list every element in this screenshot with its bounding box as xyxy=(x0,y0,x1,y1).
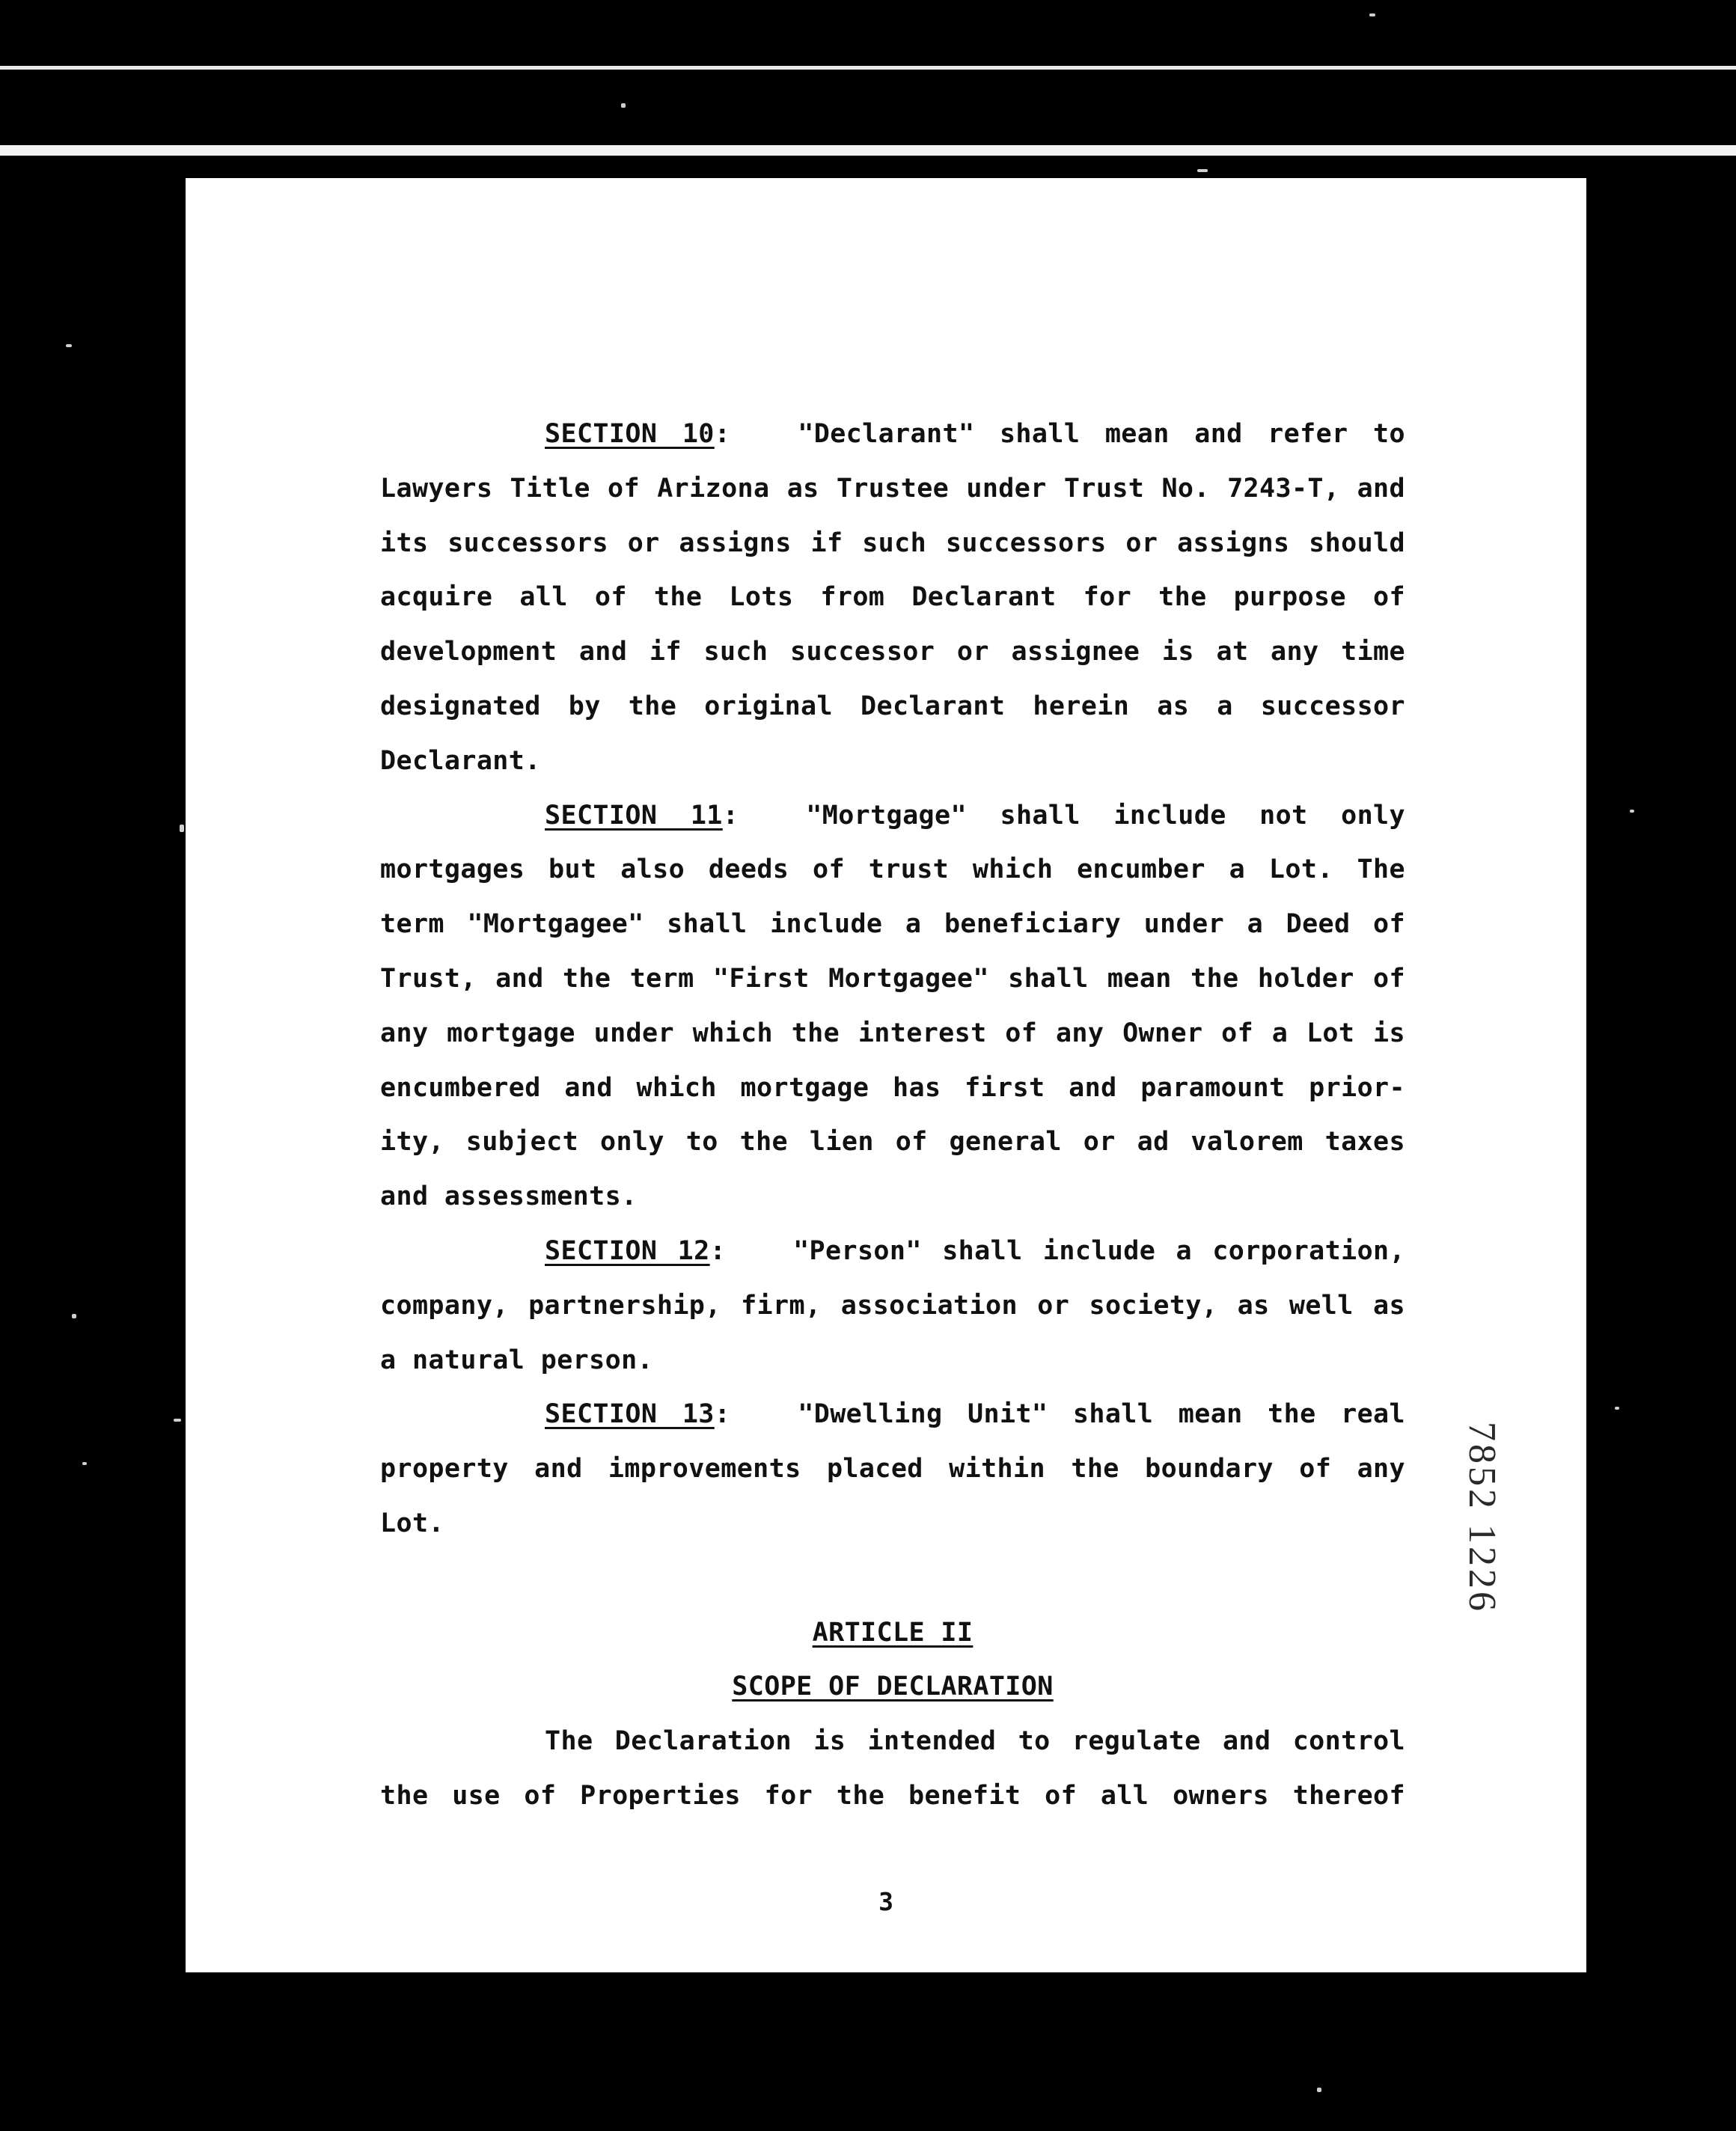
scan-speck xyxy=(1630,810,1634,813)
document-body xyxy=(380,407,1405,1823)
section-text: "Declarant" shall mean and refer to Lawyers Title of Arizona as Trustee under Trust No. 7243-T, and its successors or assigns if such successors or assigns should acquire all of the Lots from Declarant for the purpose of development and if such successor or assignee is at any time designated by the original Declarant herein as a successor Declarant. xyxy=(380,419,1405,776)
scan-speck xyxy=(621,103,626,108)
article-title: ARTICLE II xyxy=(812,1617,974,1648)
section-label: SECTION 10 xyxy=(545,419,715,449)
section-text: "Mortgage" shall include not only mortgages but also deeds of trust which encumber a Lot. The term "Mortgagee" shall include a beneficiary under a Deed of Trust, and the term "First Mortgagee" shall mean the holder of any mortgage under which the interest of any Owner of a Lot is encumbered and which mortgage has first and paramount prior-ity, subject only to the lien of general or ad valorem taxes and assessments. xyxy=(380,800,1405,1212)
scan-border-bottom xyxy=(0,145,1736,156)
article-paragraph: The Declaration is intended to regulate and control the use of Properties for the benefit of all owners thereof xyxy=(380,1726,1405,1811)
scan-speck xyxy=(66,344,72,347)
section-label: SECTION 12 xyxy=(545,1235,710,1266)
section-text: "Dwelling Unit" shall mean the real property and improvements placed within the boundary of any Lot. xyxy=(380,1399,1405,1538)
scan-speck xyxy=(180,825,184,832)
scan-speck xyxy=(1317,2088,1321,2092)
section-11-paragraph: SECTION 11: "Mortgage" shall include not only mortgages but also deeds of trust which encumber a Lot. The term "Mortgagee" shall include a beneficiary under a Deed of Trust, and the term "First Mortgagee" shall mean the holder of any mortgage under which the interest of any Owner of a Lot is encumbered and which mortgage has first and paramount prior-ity, subject only to the lien of general or ad valorem taxes and assessments. xyxy=(380,800,1405,1212)
scan-speck xyxy=(1369,13,1375,16)
document-page xyxy=(186,178,1586,1972)
scan-border-top xyxy=(0,66,1736,70)
page-number: 3 xyxy=(878,1887,893,1916)
section-label: SECTION 11 xyxy=(545,800,723,831)
scan-speck xyxy=(72,1314,76,1318)
scan-speck xyxy=(82,1462,87,1465)
scan-speck xyxy=(174,1419,181,1422)
recording-stamp xyxy=(1452,1422,1504,1669)
recording-stamp-text: 7852 1226 xyxy=(1461,1422,1503,1614)
scan-speck xyxy=(1197,169,1208,172)
section-label: SECTION 13 xyxy=(545,1399,715,1430)
section-10-paragraph: SECTION 10: "Declarant" shall mean and refer to Lawyers Title of Arizona as Trustee under Trust No. 7243-T, and its successors or assigns if such successors or assigns should acquire all of the Lots from Declarant for the purpose of development and if such successor or assignee is at any time designated by the original Declarant herein as a successor Declarant. xyxy=(380,419,1405,776)
section-13-paragraph: SECTION 13: "Dwelling Unit" shall mean the real property and improvements placed within the boundary of any Lot. xyxy=(380,1399,1405,1538)
section-12-paragraph: SECTION 12: "Person" shall include a corporation, company, partnership, firm, association or society, as well as a natural person. xyxy=(380,1235,1405,1375)
scan-speck xyxy=(1615,1407,1619,1410)
article-subtitle: SCOPE OF DECLARATION xyxy=(732,1672,1054,1702)
section-text: "Person" shall include a corporation, company, partnership, firm, association or society, as well as a natural person. xyxy=(380,1235,1405,1375)
